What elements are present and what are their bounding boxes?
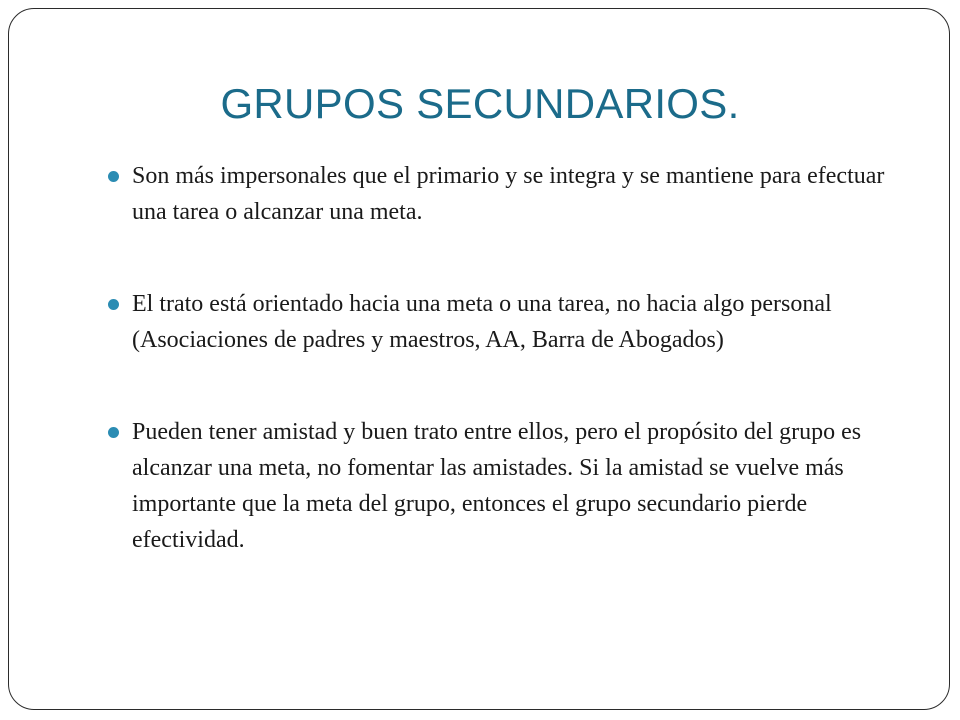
bullet-dot-icon bbox=[108, 427, 119, 438]
bullet-text: Pueden tener amistad y buen trato entre ellos, pero el propósito del grupo es alcanzar una meta, no fomentar las amistades. Si la amistad se vuelve más importante que la meta del grupo, entonces el grupo secundario pierde efectividad. bbox=[132, 419, 862, 553]
bullet-text: Son más impersonales que el primario y se integra y se mantiene para efectuar una tarea o alcanzar una meta. bbox=[132, 163, 885, 225]
bullet-dot-icon bbox=[108, 299, 119, 310]
bullet-item bbox=[108, 158, 908, 230]
bullet-item bbox=[108, 286, 908, 358]
bullet-dot-icon bbox=[108, 171, 119, 182]
slide-title: GRUPOS SECUNDARIOS. bbox=[220, 80, 740, 127]
bullet-list bbox=[108, 158, 908, 614]
bullet-text: El trato está orientado hacia una meta o una tarea, no hacia algo personal (Asociaciones de padres y maestros, AA, Barra de Abogados) bbox=[132, 291, 832, 353]
bullet-item bbox=[108, 414, 908, 558]
